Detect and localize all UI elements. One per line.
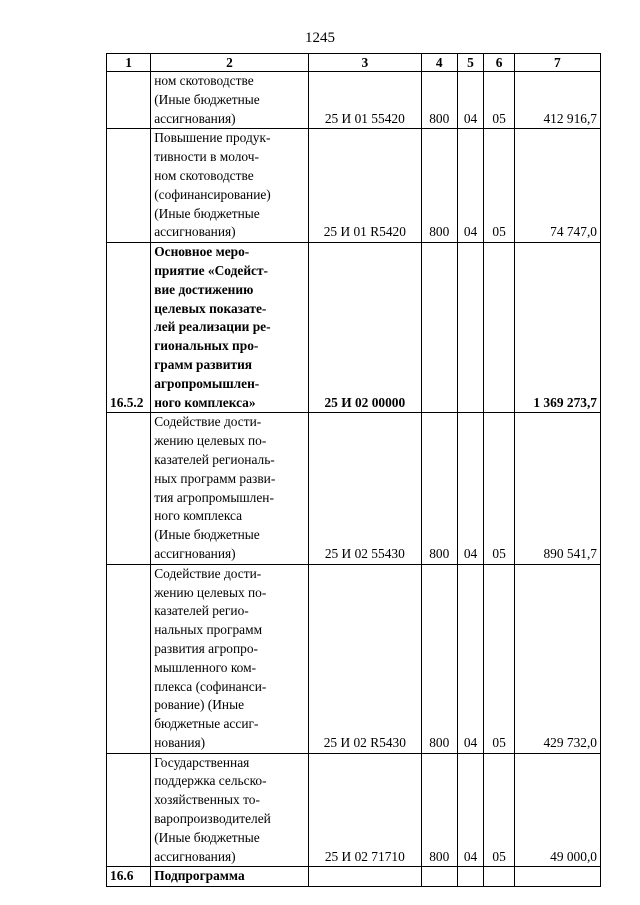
expense-type: 800 [421,129,457,243]
description-line: тивности в молоч- [154,149,259,165]
description-line: развития агропро- [154,640,259,656]
description-line: варопроизводителей [154,811,271,827]
budget-code: 25 И 02 R5430 [308,564,421,753]
row-description [151,72,308,129]
description-line: поддержка сельско- [154,773,267,789]
row-description [151,243,308,413]
description-line: мышленного ком- [154,659,257,675]
amount-value: 890 541,7 [514,413,600,564]
header-row [107,54,601,72]
description-line: ных программ разви- [154,470,276,486]
row-description [151,867,308,887]
description-line: тия агропромышлен- [154,489,274,505]
description-line: ассигнования) [154,110,236,126]
row-description [151,564,308,753]
subsection-code: 05 [484,564,514,753]
description-line: целевых показате- [154,300,267,316]
description-line: приятие «Содейст- [154,262,269,278]
description-line: ассигнования) [154,224,236,240]
description-line: ассигнования) [154,848,236,864]
column-header: 6 [484,54,514,72]
row-description [151,413,308,564]
description-line: ном скотоводстве [154,167,254,183]
description-line: агропромышлен- [154,375,260,391]
table-row [107,243,601,413]
section-code [457,867,484,887]
column-header: 2 [151,54,308,72]
description-line: нальных программ [154,622,263,638]
description-line: нования) [154,734,206,750]
subsection-code: 05 [484,72,514,129]
expense-type: 800 [421,753,457,867]
description-line: вие достижению [154,281,254,297]
description-line: казателей регио- [154,603,249,619]
amount-value [514,867,600,887]
row-index [107,753,151,867]
description-line: ассигнования) [154,545,236,561]
description-line: Подпрограмма [154,868,245,884]
budget-code: 25 И 02 55430 [308,413,421,564]
table-row [107,129,601,243]
subsection-code: 05 [484,129,514,243]
row-index [107,413,151,564]
section-code [457,243,484,413]
amount-value: 74 747,0 [514,129,600,243]
expense-type [421,243,457,413]
description-line: (Иные бюджетные [154,205,260,221]
expense-type: 800 [421,72,457,129]
column-header: 3 [308,54,421,72]
row-index: 16.5.2 [107,243,151,413]
section-code: 04 [457,753,484,867]
section-code: 04 [457,72,484,129]
description-line: ном скотоводстве [154,73,254,88]
row-description [151,753,308,867]
budget-code [308,867,421,887]
table-body [107,72,601,887]
column-header: 7 [514,54,600,72]
row-index [107,129,151,243]
amount-value: 429 732,0 [514,564,600,753]
expense-type [421,867,457,887]
description-line: Государственная [154,754,250,770]
column-header: 5 [457,54,484,72]
expense-type: 800 [421,413,457,564]
description-line: плекса (софинанси- [154,678,267,694]
amount-value: 412 916,7 [514,72,600,129]
table-row [107,413,601,564]
section-code: 04 [457,129,484,243]
table-row [107,867,601,887]
section-code: 04 [457,413,484,564]
description-line: Повышение продук- [154,130,271,146]
page-number: 1245 [305,30,335,46]
column-header: 1 [107,54,151,72]
row-index: 16.6 [107,867,151,887]
budget-table [106,53,601,887]
amount-value: 1 369 273,7 [514,243,600,413]
row-index [107,72,151,129]
description-line: (софинансирование) [154,186,271,202]
description-line: жению целевых по- [154,584,267,600]
budget-code: 25 И 01 55420 [308,72,421,129]
description-line: Основное меро- [154,244,250,260]
description-line: лей реализации ре- [154,319,271,335]
subsection-code [484,867,514,887]
description-line: (Иные бюджетные [154,829,260,845]
description-line: казателей региональ- [154,451,275,467]
table-row [107,72,601,129]
expense-type: 800 [421,564,457,753]
section-code: 04 [457,564,484,753]
description-line: гиональных про- [154,338,259,354]
description-line: ного комплекса» [154,394,256,410]
subsection-code: 05 [484,413,514,564]
description-line: ного комплекса [154,508,243,524]
description-line: бюджетные ассиг- [154,716,259,732]
subsection-code [484,243,514,413]
table-row [107,753,601,867]
row-index [107,564,151,753]
description-line: хозяйственных то- [154,792,260,808]
description-line: жению целевых по- [154,433,267,449]
description-line: Содействие дости- [154,565,262,581]
description-line: Содействие дости- [154,414,262,430]
table-row [107,564,601,753]
description-line: рование) (Иные [154,697,245,713]
budget-code: 25 И 02 71710 [308,753,421,867]
description-line: (Иные бюджетные [154,91,260,107]
description-line: (Иные бюджетные [154,527,260,543]
budget-code: 25 И 02 00000 [308,243,421,413]
amount-value: 49 000,0 [514,753,600,867]
row-description [151,129,308,243]
subsection-code: 05 [484,753,514,867]
budget-code: 25 И 01 R5420 [308,129,421,243]
column-header: 4 [421,54,457,72]
description-line: грамм развития [154,356,253,372]
